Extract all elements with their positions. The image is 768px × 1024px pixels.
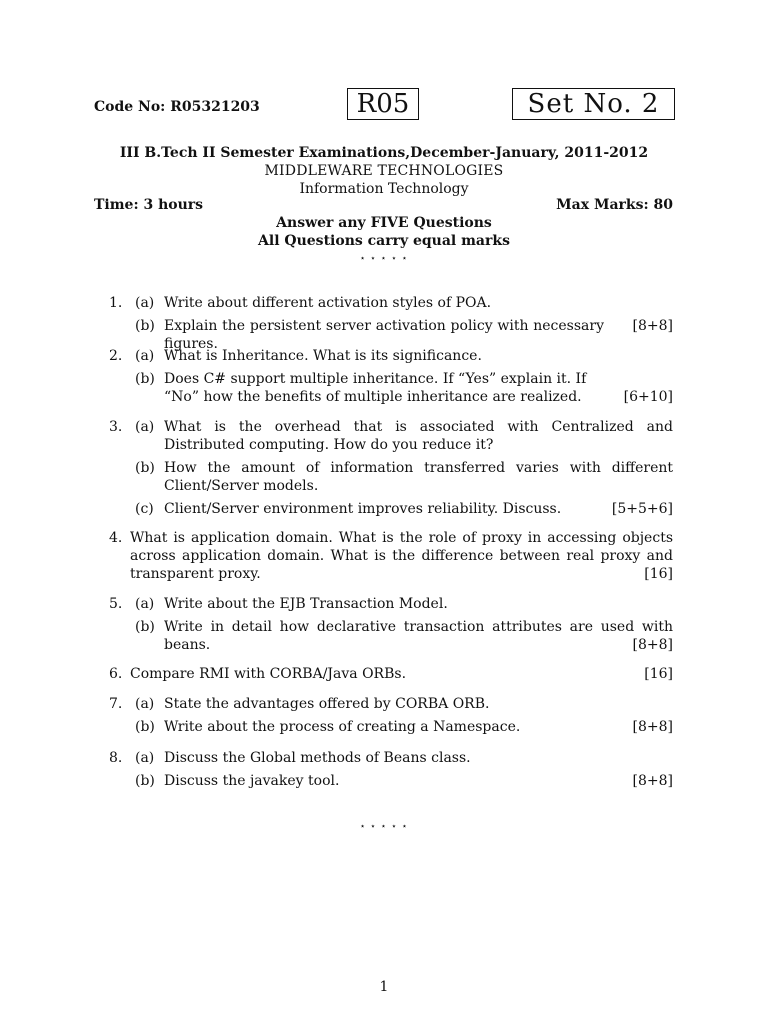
question-text: Compare RMI with CORBA/Java ORBs.	[130, 666, 407, 682]
part-label: (b)	[135, 371, 155, 387]
marks-allocation: [8+8]	[632, 773, 673, 789]
subject-title: MIDDLEWARE TECHNOLOGIES	[264, 163, 504, 179]
part-text: Write about different activation styles of POA.	[164, 295, 492, 311]
page-number: 1	[379, 979, 389, 995]
stars-divider-bottom: ⋆ ⋆ ⋆ ⋆ ⋆	[359, 822, 409, 832]
part-label: (b)	[135, 619, 155, 635]
part-text: Write about the EJB Transaction Model.	[164, 596, 448, 612]
part-label: (b)	[135, 773, 155, 789]
question-number: 8.	[109, 750, 123, 766]
part-label: (b)	[135, 318, 155, 334]
exam-title: III B.Tech II Semester Examinations,December-January, 2011-2012	[119, 145, 649, 161]
max-marks: Max Marks: 80	[556, 197, 673, 213]
branch-name: Information Technology	[299, 181, 469, 197]
part-text: Discuss the Global methods of Beans class.	[164, 750, 471, 766]
part-label: (a)	[135, 419, 155, 435]
marks-allocation: [8+8]	[632, 719, 673, 735]
stars-divider-top: ⋆ ⋆ ⋆ ⋆ ⋆	[359, 254, 409, 264]
part-text: What is the overhead that is associated with Centralized and Distributed computing. How do you reduce it?	[164, 419, 673, 453]
part-label: (a)	[135, 348, 155, 364]
part-text: Write about the process of creating a Namespace.	[164, 719, 521, 735]
part-text: Does C# support multiple inheritance. If “Yes” explain it. If “No” how the benefits of multiple inheritance are realized.	[164, 371, 587, 405]
part-text: Write in detail how declarative transaction attributes are used with beans.	[164, 619, 673, 653]
question-number: 1.	[109, 295, 123, 311]
part-label: (b)	[135, 460, 155, 476]
question-number: 7.	[109, 696, 123, 712]
marks-allocation: [8+8]	[632, 318, 673, 334]
part-label: (c)	[135, 501, 154, 517]
part-label: (a)	[135, 696, 155, 712]
question-number: 5.	[109, 596, 123, 612]
code-number: Code No: R05321203	[94, 99, 260, 115]
marks-allocation: [8+8]	[632, 637, 673, 653]
instruction-equal-marks: All Questions carry equal marks	[258, 233, 510, 249]
marks-allocation: [6+10]	[623, 389, 673, 405]
part-text: What is Inheritance. What is its significance.	[164, 348, 482, 364]
question-number: 2.	[109, 348, 123, 364]
part-text: Explain the persistent server activation policy with necessary figures.	[164, 318, 604, 352]
part-label: (a)	[135, 750, 155, 766]
question-number: 6.	[109, 666, 123, 682]
instruction-answer-five: Answer any FIVE Questions	[276, 215, 492, 231]
question-number: 3.	[109, 419, 123, 435]
regulation-box: R05	[347, 88, 419, 120]
question-number: 4.	[109, 530, 123, 546]
marks-allocation: [5+5+6]	[611, 501, 673, 517]
marks-allocation: [16]	[644, 666, 673, 682]
part-text: Discuss the javakey tool.	[164, 773, 340, 789]
part-label: (b)	[135, 719, 155, 735]
marks-allocation: [16]	[644, 566, 673, 582]
time-allowed: Time: 3 hours	[94, 197, 204, 213]
part-label: (a)	[135, 295, 155, 311]
part-text: How the amount of information transferred varies with different Client/Server models.	[164, 460, 673, 494]
part-label: (a)	[135, 596, 155, 612]
question-text: What is application domain. What is the role of proxy in accessing objects across application domain. What is the difference between real proxy and transparent proxy.	[130, 530, 673, 582]
part-text: Client/Server environment improves reliability. Discuss.	[164, 501, 562, 517]
part-text: State the advantages offered by CORBA ORB.	[164, 696, 490, 712]
set-number-box: Set No. 2	[512, 88, 675, 120]
